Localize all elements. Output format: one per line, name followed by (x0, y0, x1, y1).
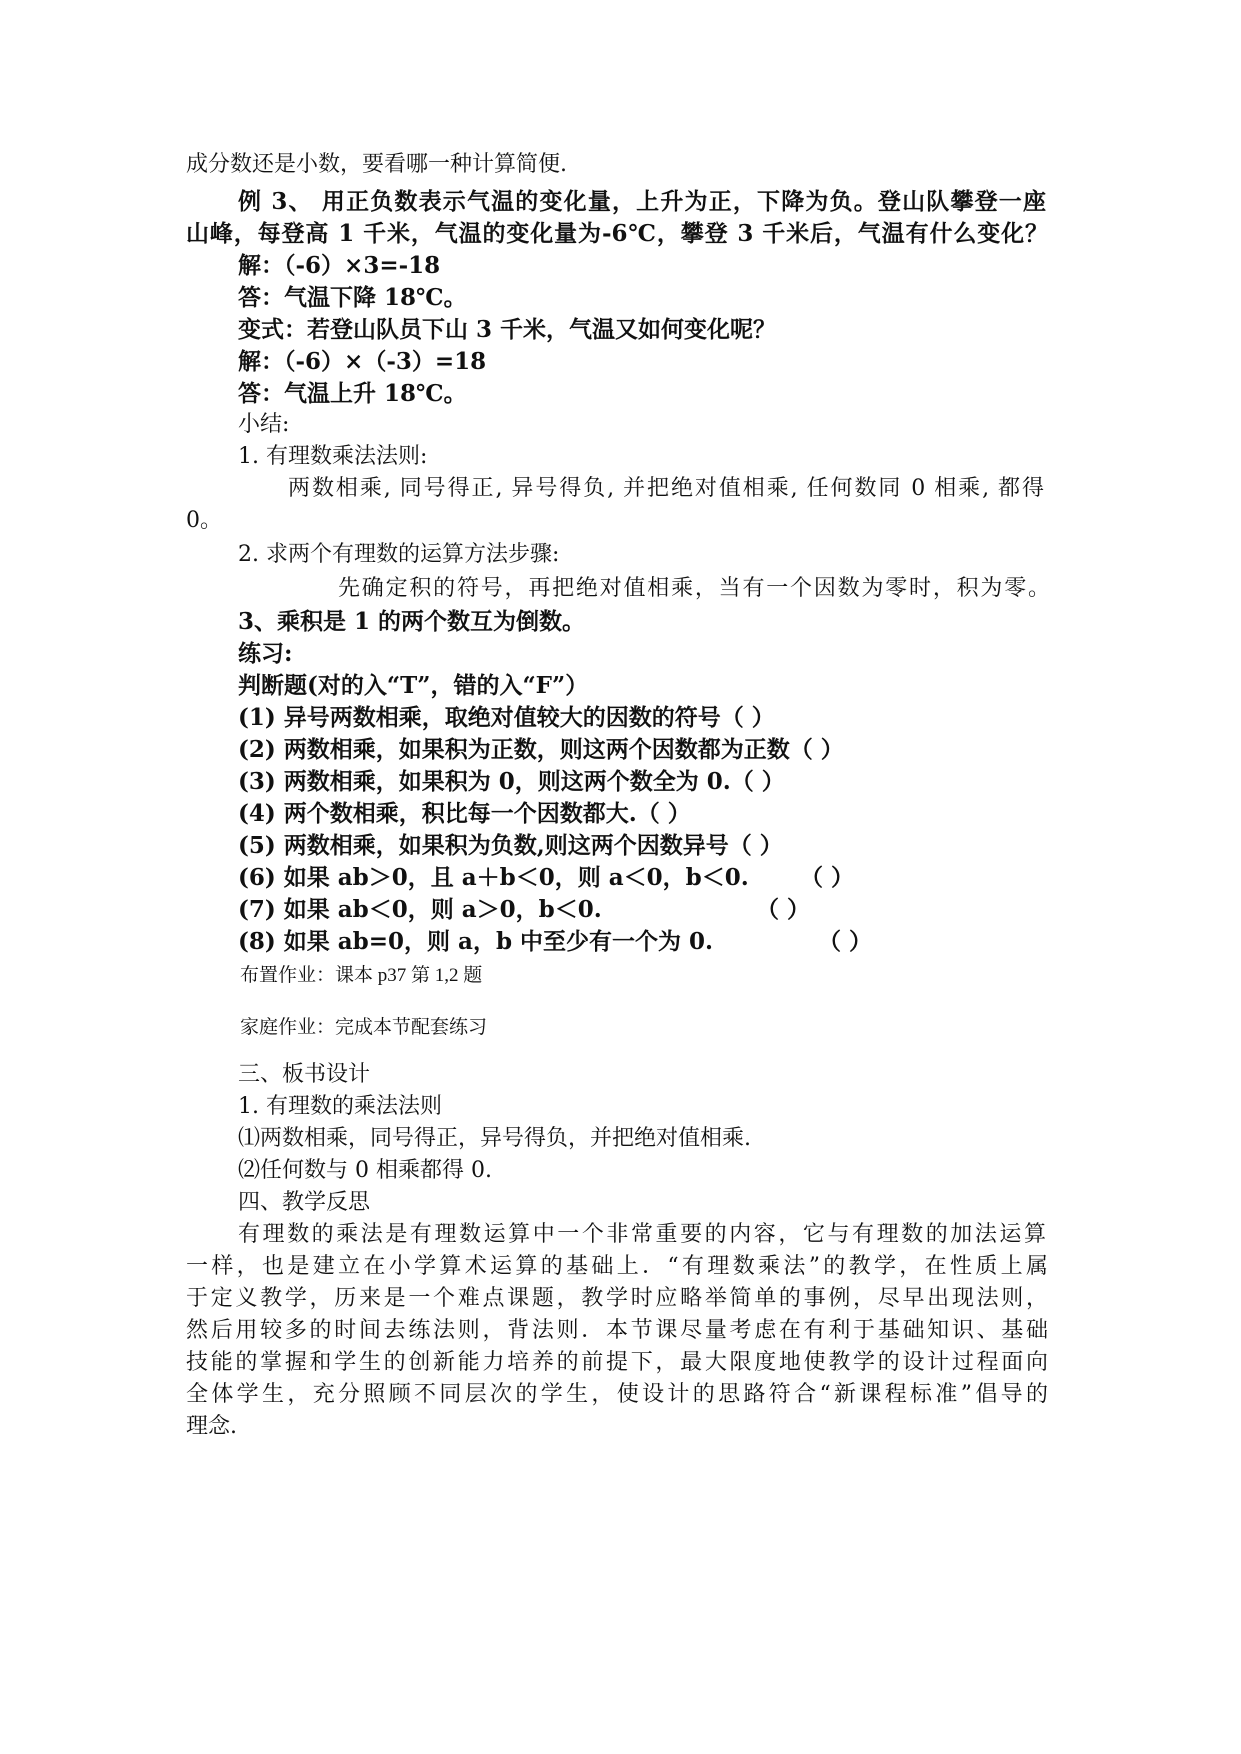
practice-instruction: 判断题(对的入“T”，错的入“F”） (238, 672, 589, 699)
board-rule: 1. 有理数的乘法法则 (238, 1094, 442, 1119)
reflection-line-5: 技能的掌握和学生的创新能力培养的前提下，最大限度地使教学的设计过程面向 (186, 1350, 1048, 1375)
summary-title: 小结: (238, 412, 290, 437)
summary-rule2-text: 先确定积的符号，再把绝对值相乘，当有一个因数为零时，积为零。 (338, 576, 1050, 601)
summary-rule1-line1: 两数相乘, 同号得正, 异号得负, 并把绝对值相乘, 任何数同 0 相乘, 都得 (288, 476, 1044, 501)
reflection-line-3: 于定义教学，历来是一个难点课题，教学时应略举简单的事例，尽早出现法则， (186, 1286, 1048, 1311)
practice-item-7: (7) 如果 ab＜0，则 a＞0，b＜0. (238, 896, 602, 923)
board-item-1: ⑴两数相乘，同号得正，异号得负，并把绝对值相乘. (238, 1126, 751, 1151)
summary-rule1-title: 1. 有理数乘法法则: (238, 444, 428, 469)
practice-item-1: (1) 异号两数相乘，取绝对值较大的因数的符号（ ） (238, 704, 775, 731)
practice-item-7-blank: （ ） (756, 896, 811, 923)
practice-title: 练习: (238, 640, 293, 667)
board-item-2: ⑵任何数与 0 相乘都得 0. (238, 1158, 492, 1183)
practice-item-8-blank: （ ） (818, 928, 873, 955)
example3-line2: 山峰，每登高 1 千米，气温的变化量为-6℃，攀登 3 千米后，气温有什么变化？ (186, 220, 1048, 247)
example3-line1: 例 3、 用正负数表示气温的变化量，上升为正，下降为负。登山队攀登一座 (238, 188, 1046, 215)
summary-rule1-line2: 0。 (186, 508, 222, 533)
practice-item-6-blank: （ ） (800, 864, 855, 891)
practice-item-6: (6) 如果 ab＞0，且 a＋b＜0，则 a＜0，b＜0. (238, 864, 749, 891)
example3-answer: 答：气温下降 18℃。 (238, 284, 467, 311)
homework-home: 家庭作业：完成本节配套练习 (240, 1017, 488, 1038)
reflection-title: 四、教学反思 (238, 1190, 371, 1215)
homework-class: 布置作业：课本 p37 第 1,2 题 (240, 965, 483, 986)
intro-tail: 成分数还是小数，要看哪一种计算简便. (186, 152, 567, 177)
practice-item-5: (5) 两数相乘，如果积为负数,则这两个因数异号（ ） (238, 832, 783, 859)
example3-solution: 解：（-6）×3=-18 (238, 252, 441, 279)
practice-item-8: (8) 如果 ab=0，则 a，b 中至少有一个为 0. (238, 928, 714, 955)
practice-item-2: (2) 两数相乘，如果积为正数，则这两个因数都为正数（ ） (238, 736, 844, 763)
practice-item-3: (3) 两数相乘，如果积为 0，则这两个数全为 0.（ ） (238, 768, 785, 795)
example3-variant: 变式：若登山队员下山 3 千米，气温又如何变化呢？ (238, 316, 777, 343)
reflection-line-7: 理念. (186, 1414, 237, 1439)
reflection-line-1: 有理数的乘法是有理数运算中一个非常重要的内容，它与有理数的加法运算 (238, 1222, 1046, 1247)
summary-rule3: 3、乘积是 1 的两个数互为倒数。 (238, 608, 586, 635)
summary-rule2-title: 2. 求两个有理数的运算方法步骤: (238, 542, 560, 567)
reflection-line-6: 全体学生，充分照顾不同层次的学生，使设计的思路符合“新课程标准”倡导的 (186, 1382, 1048, 1407)
practice-item-4: (4) 两个数相乘，积比每一个因数都大.（ ） (238, 800, 691, 827)
reflection-line-4: 然后用较多的时间去练法则，背法则．本节课尽量考虑在有利于基础知识、基础 (186, 1318, 1048, 1343)
example3-variant-solution: 解：（-6）×（-3）=18 (238, 348, 487, 375)
reflection-line-2: 一样，也是建立在小学算术运算的基础上．“有理数乘法”的教学，在性质上属 (186, 1254, 1048, 1279)
example3-variant-answer: 答：气温上升 18℃。 (238, 380, 467, 407)
board-title: 三、板书设计 (238, 1062, 371, 1087)
